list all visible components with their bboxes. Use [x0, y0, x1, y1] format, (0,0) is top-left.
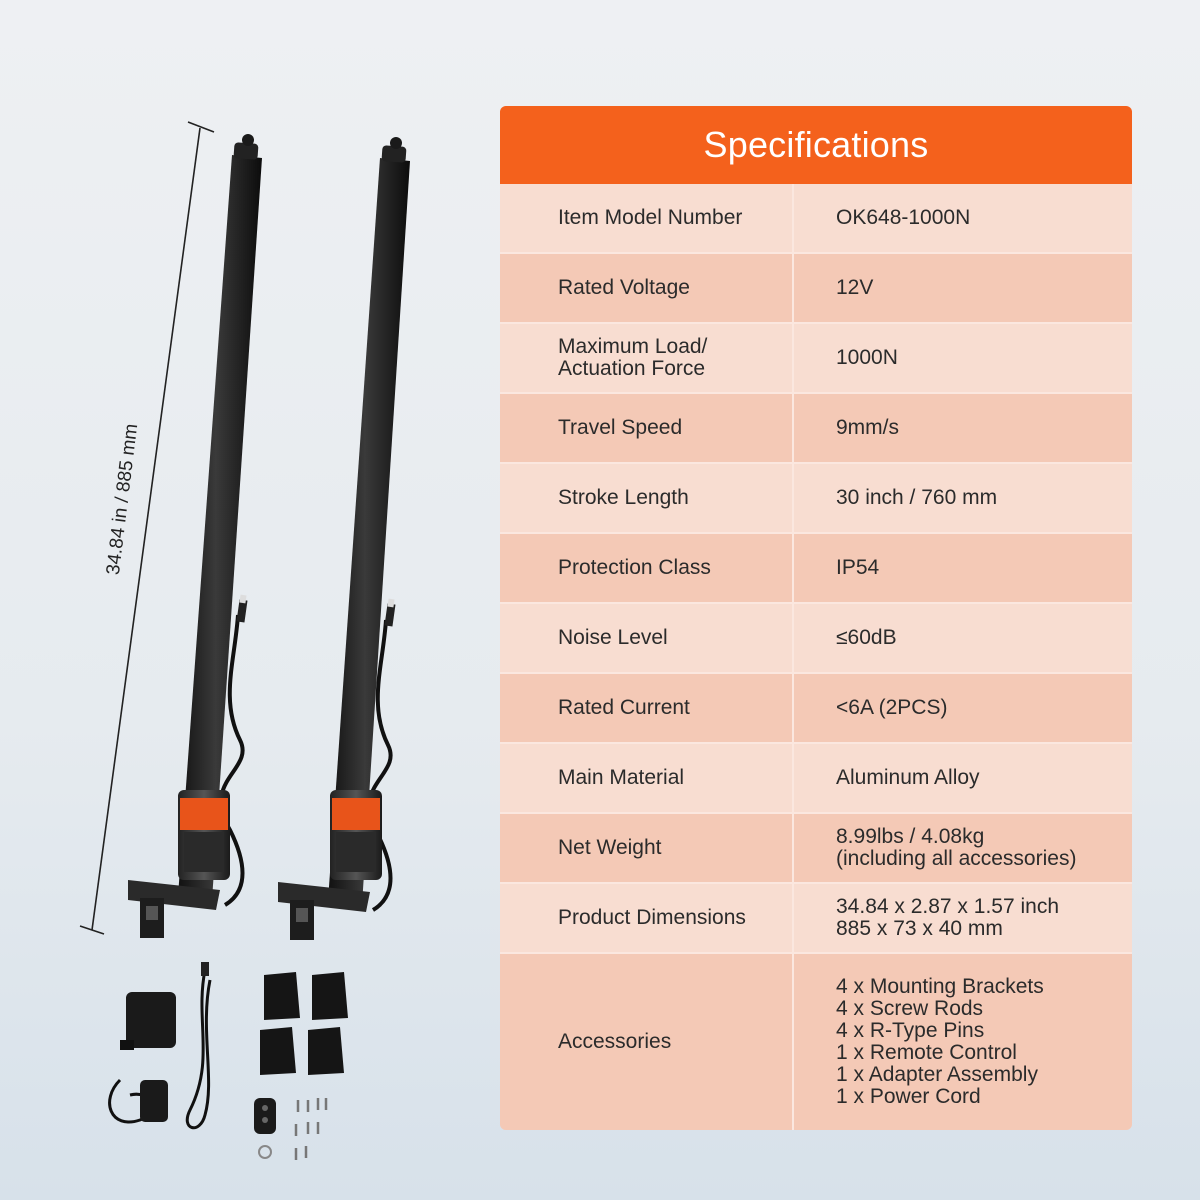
spec-row	[500, 814, 1132, 884]
actuator-left	[128, 134, 262, 938]
spec-label: Maximum Load/ Actuation Force	[500, 324, 794, 392]
spec-label: Travel Speed	[500, 394, 794, 462]
specifications-title: Specifications	[500, 106, 1132, 184]
spec-label: Noise Level	[500, 604, 794, 672]
power-adapter	[110, 992, 176, 1122]
spec-value: 9mm/s	[836, 416, 899, 439]
screw-rods-and-pins	[296, 1098, 326, 1160]
spec-rows	[500, 184, 1132, 1130]
spec-label: Rated Current	[500, 674, 794, 742]
mounting-brackets	[260, 972, 348, 1075]
spec-value: 34.84 x 2.87 x 1.57 inch 885 x 73 x 40 mm	[836, 895, 1059, 940]
spec-label: Item Model Number	[500, 184, 794, 252]
product-illustration	[0, 0, 480, 1200]
spec-label: Rated Voltage	[500, 254, 794, 322]
spec-label: Main Material	[500, 744, 794, 812]
spec-row	[500, 254, 1132, 324]
spec-label: Protection Class	[500, 534, 794, 602]
spec-row	[500, 954, 1132, 1130]
spec-label: Stroke Length	[500, 464, 794, 532]
power-cord	[187, 962, 210, 1128]
spec-row	[500, 744, 1132, 814]
spec-value: 8.99lbs / 4.08kg (including all accessories)	[836, 825, 1077, 870]
spec-value: 1000N	[836, 346, 898, 369]
spec-value: Aluminum Alloy	[836, 766, 980, 789]
spec-value: OK648-1000N	[836, 206, 971, 229]
spec-value: ≤60dB	[836, 626, 897, 649]
spec-label: Net Weight	[500, 814, 794, 882]
spec-row	[500, 184, 1132, 254]
dimension-label: 34.84 in / 885 mm	[102, 422, 143, 577]
spec-row	[500, 464, 1132, 534]
spec-value: IP54	[836, 556, 880, 579]
spec-row	[500, 884, 1132, 954]
spec-value: 30 inch / 760 mm	[836, 486, 998, 509]
spec-row	[500, 674, 1132, 744]
spec-value: 4 x Mounting Brackets 4 x Screw Rods 4 x R-Type Pins 1 x Remote Control 1 x Adapter Assembly 1 x Power Cord	[836, 975, 1044, 1108]
spec-row	[500, 394, 1132, 464]
spec-row	[500, 534, 1132, 604]
spec-label: Accessories	[500, 954, 794, 1130]
spec-row	[500, 324, 1132, 394]
spec-value: <6A (2PCS)	[836, 696, 948, 719]
specifications-table	[500, 106, 1132, 1130]
spec-label: Product Dimensions	[500, 884, 794, 952]
actuator-right	[278, 137, 410, 940]
spec-value: 12V	[836, 276, 874, 299]
remote-control	[254, 1098, 276, 1158]
spec-row	[500, 604, 1132, 674]
